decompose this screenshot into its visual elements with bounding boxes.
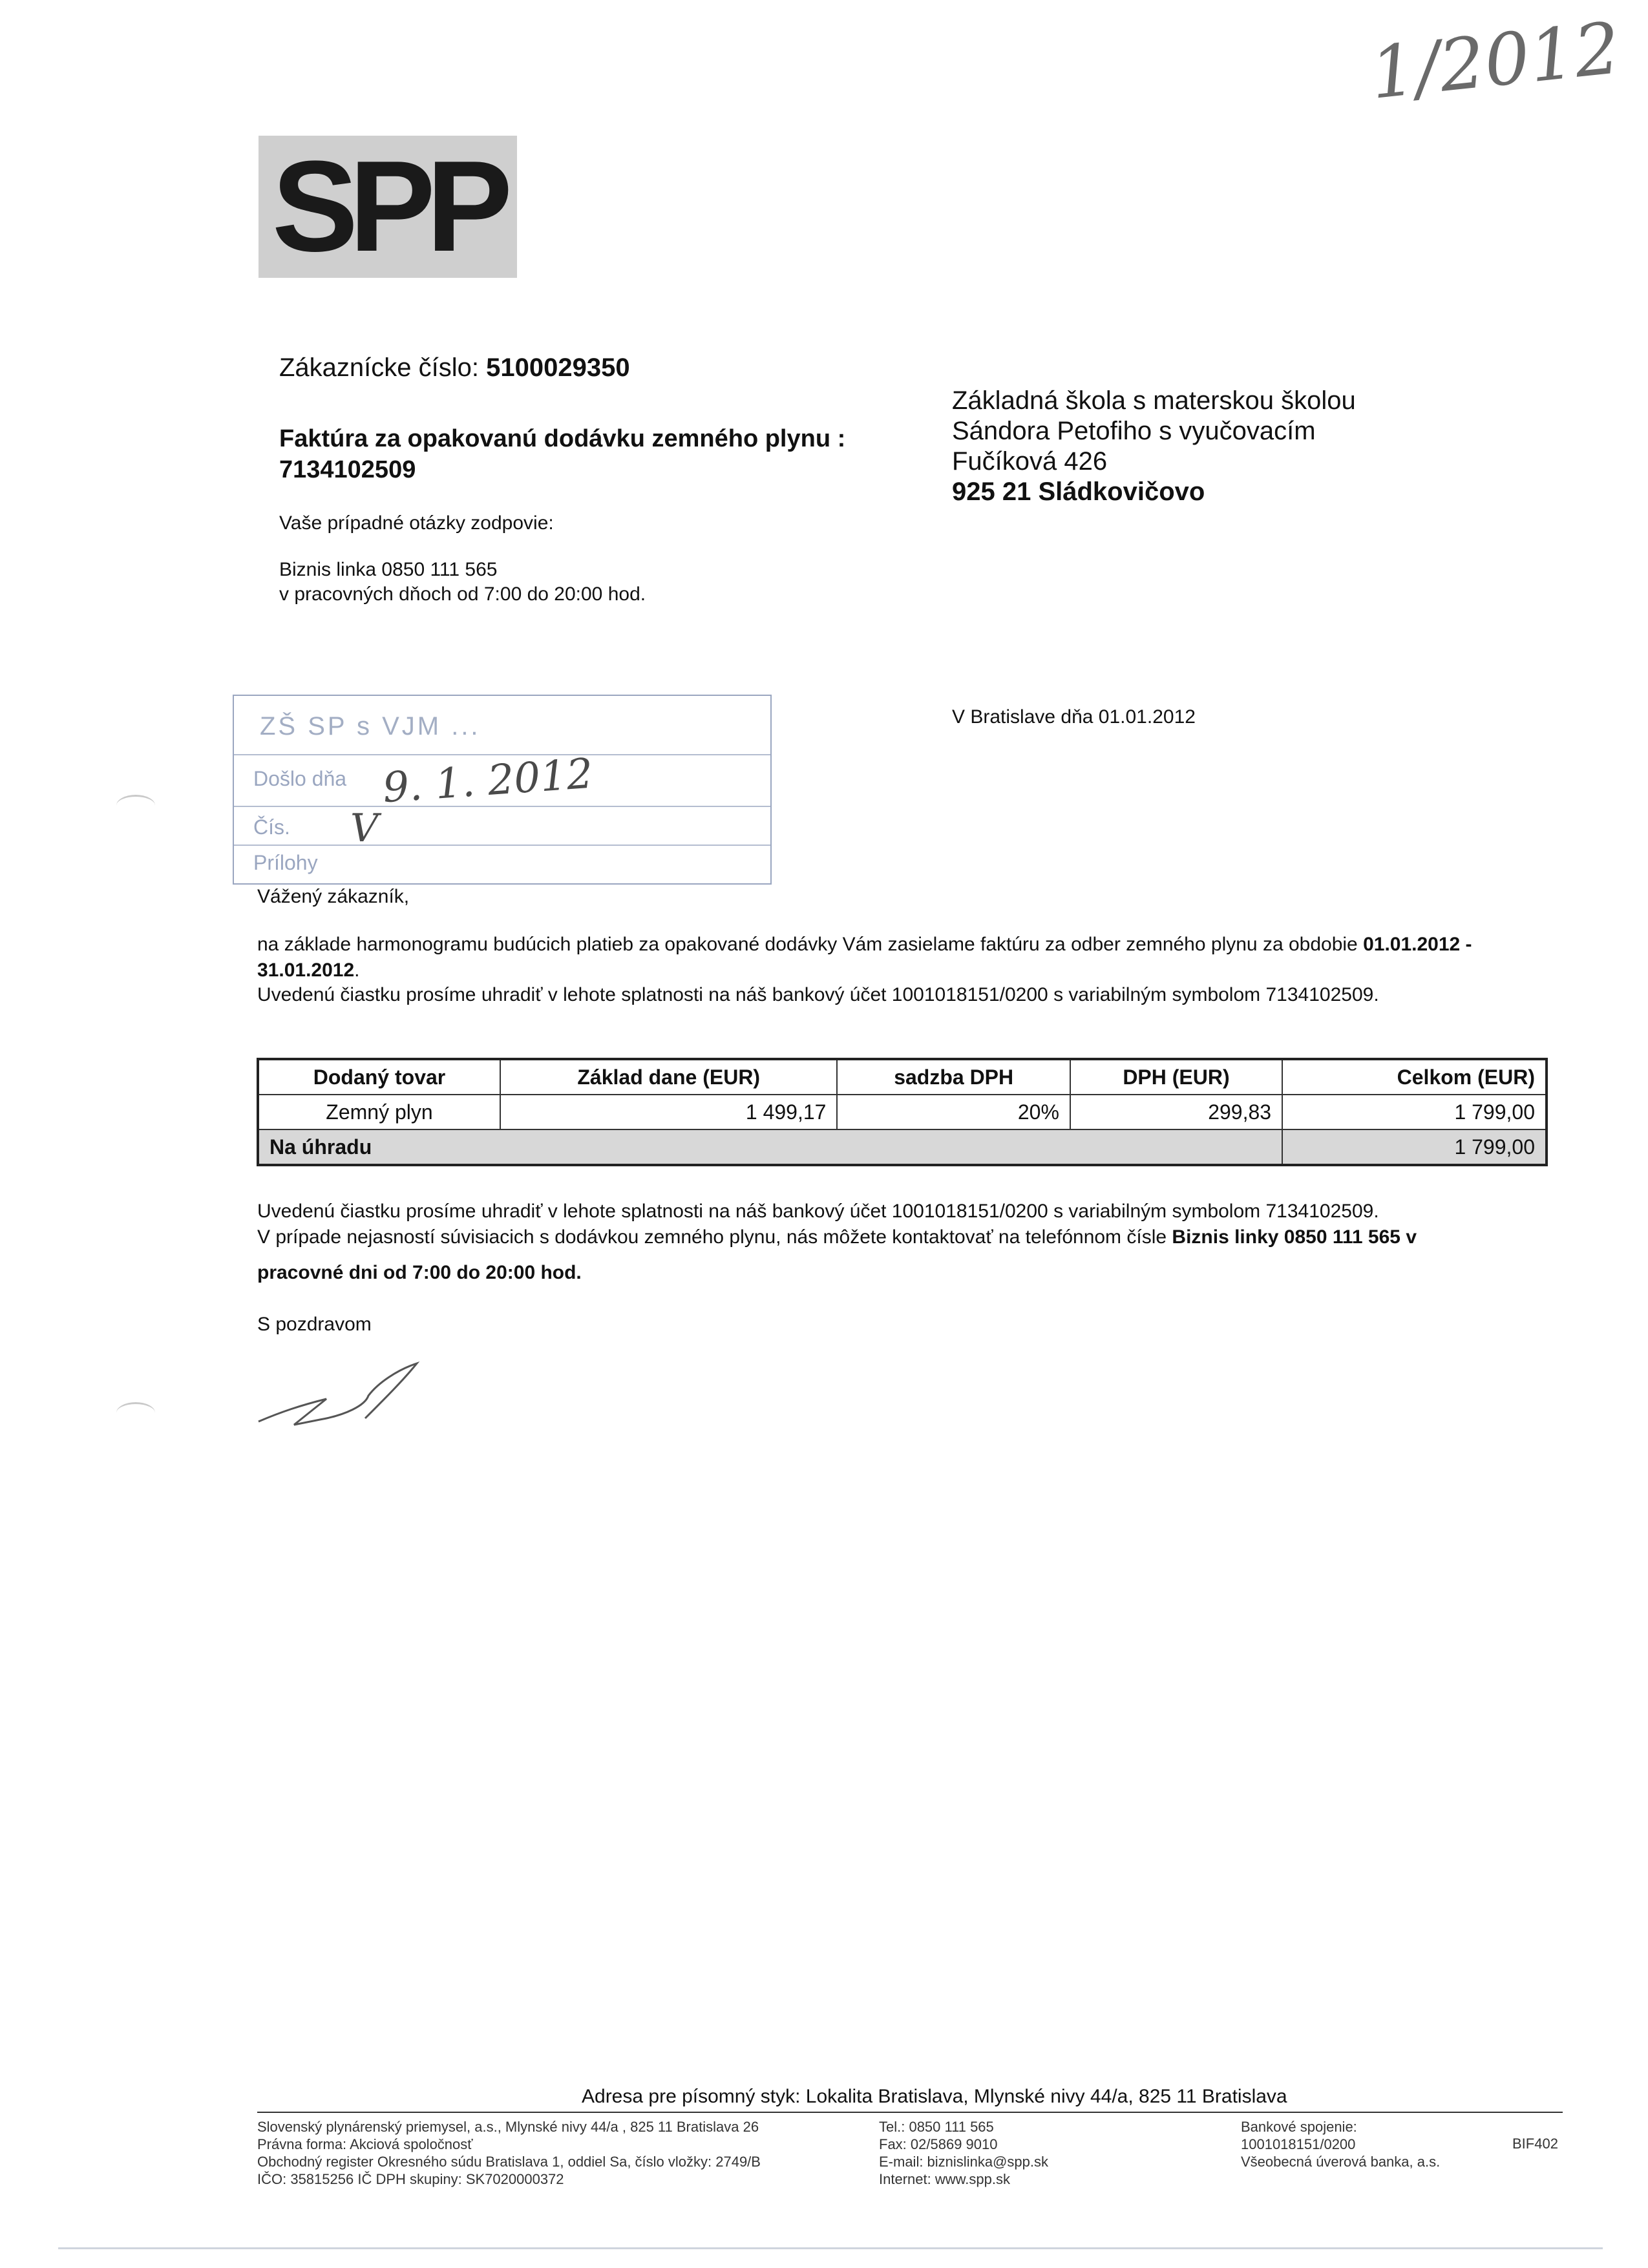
invoice-title bbox=[279, 423, 861, 485]
total-label: Na úhradu bbox=[258, 1129, 1282, 1165]
stamp-title: ZŠ SP s VJM ... bbox=[260, 712, 481, 740]
header-vat: DPH (EUR) bbox=[1070, 1059, 1282, 1095]
header-item: Dodaný tovar bbox=[258, 1059, 500, 1095]
invoice-title-text: Faktúra za opakovanú dodávku zemného plynu : bbox=[279, 425, 846, 452]
stamp-label-attachments: Prílohy bbox=[253, 851, 318, 874]
customer-number: 5100029350 bbox=[486, 353, 630, 382]
body-paragraph-2: Uvedenú čiastku prosíme uhradiť v lehote splatnosti na náš bankový účet 1001018151/0200 s variabilným symbolom 7134102509. bbox=[257, 984, 1379, 1005]
stamp-rule bbox=[234, 754, 770, 755]
invoice-table bbox=[257, 1058, 1548, 1166]
footer-contact-line: Internet: www.spp.sk bbox=[879, 2171, 1010, 2187]
footer-divider bbox=[257, 2112, 1563, 2113]
cell-vat: 299,83 bbox=[1070, 1095, 1282, 1129]
footer-company-line: Slovenský plynárenský priemysel, a.s., Mlynské nivy 44/a , 825 11 Bratislava 26 bbox=[257, 2119, 759, 2135]
header-tax-base: Základ dane (EUR) bbox=[500, 1059, 837, 1095]
header-vat-rate: sadzba DPH bbox=[837, 1059, 1070, 1095]
form-code: BIF402 bbox=[1512, 2136, 1558, 2152]
after-p2-bold: Biznis linky 0850 111 565 v bbox=[1172, 1226, 1417, 1248]
footer-bank-info bbox=[1241, 2118, 1440, 2170]
recipient-line-2: Sándora Petofiho s vyučovacím bbox=[952, 417, 1316, 445]
cell-tax-base: 1 499,17 bbox=[500, 1095, 837, 1129]
body-p1-end: . bbox=[354, 960, 360, 981]
scan-mark bbox=[116, 795, 155, 816]
body-paragraph-1 bbox=[257, 932, 1556, 983]
total-value: 1 799,00 bbox=[1282, 1129, 1547, 1165]
table-row bbox=[258, 1095, 1547, 1129]
table-header-row bbox=[258, 1059, 1547, 1095]
billing-period-end: 31.01.2012 bbox=[257, 960, 355, 981]
salutation: Vážený zákazník, bbox=[257, 886, 410, 907]
place-and-date: V Bratislave dňa 01.01.2012 bbox=[952, 706, 1196, 728]
footer-bank-line: 1001018151/0200 bbox=[1241, 2136, 1356, 2152]
footer-company-info bbox=[257, 2118, 761, 2188]
after-paragraph-2 bbox=[257, 1224, 1556, 1250]
stamp-label-received: Došlo dňa bbox=[253, 767, 347, 790]
recipient-line-4: 925 21 Sládkovičovo bbox=[952, 478, 1205, 506]
body-p1-text: na základe harmonogramu budúcich platieb za opakované dodávky Vám zasielame faktúru za odber zemného plynu za obdobie bbox=[257, 934, 1364, 955]
footer-company-line: Obchodný register Okresného súdu Bratislava 1, oddiel Sa, číslo vložky: 2749/B bbox=[257, 2154, 761, 2170]
footer-contact-line: Fax: 02/5869 9010 bbox=[879, 2136, 998, 2152]
footer-contact-info bbox=[879, 2118, 1048, 2188]
page-bottom-rule bbox=[58, 2247, 1603, 2249]
billing-period-start: 01.01.2012 - bbox=[1363, 934, 1472, 955]
cell-vat-rate: 20% bbox=[837, 1095, 1070, 1129]
recipient-address bbox=[952, 386, 1534, 507]
cell-total: 1 799,00 bbox=[1282, 1095, 1547, 1129]
customer-number-label: Zákaznícke číslo: bbox=[279, 353, 487, 382]
recipient-line-3: Fučíková 426 bbox=[952, 447, 1108, 476]
business-hours: v pracovných dňoch od 7:00 do 20:00 hod. bbox=[279, 583, 646, 605]
questions-text: Vaše prípadné otázky zodpovie: bbox=[279, 512, 554, 534]
footer-address: Adresa pre písomný styk: Lokalita Bratislava, Mlynské nivy 44/a, 825 11 Bratislava bbox=[582, 2086, 1287, 2107]
business-line: Biznis linka 0850 111 565 bbox=[279, 559, 498, 580]
footer-bank-line: Všeobecná úverová banka, a.s. bbox=[1241, 2154, 1441, 2170]
handwritten-reference: 1/2012 bbox=[1366, 6, 1624, 115]
footer-company-line: Právna forma: Akciová spoločnosť bbox=[257, 2136, 473, 2152]
greeting: S pozdravom bbox=[257, 1314, 372, 1335]
scan-mark bbox=[116, 1402, 155, 1423]
invoice-number: 7134102509 bbox=[279, 456, 416, 483]
signature bbox=[255, 1360, 423, 1431]
spp-logo bbox=[259, 136, 517, 278]
footer-company-line: IČO: 35815256 IČ DPH skupiny: SK7020000372 bbox=[257, 2171, 564, 2187]
footer-contact-line: Tel.: 0850 111 565 bbox=[879, 2119, 994, 2135]
after-paragraph-3: pracovné dni od 7:00 do 20:00 hod. bbox=[257, 1262, 582, 1283]
stamp-label-number: Čís. bbox=[253, 815, 290, 839]
after-paragraph-1: Uvedenú čiastku prosíme uhradiť v lehote splatnosti na náš bankový účet 1001018151/0200 s variabilným symbolom 7134102509. bbox=[257, 1201, 1379, 1222]
registry-stamp bbox=[233, 695, 772, 885]
table-total-row bbox=[258, 1129, 1547, 1165]
footer-bank-line: Bankové spojenie: bbox=[1241, 2119, 1357, 2135]
stamp-number-handwritten: V bbox=[350, 806, 379, 851]
header-total: Celkom (EUR) bbox=[1282, 1059, 1547, 1095]
customer-number-line bbox=[279, 352, 630, 383]
stamp-rule bbox=[234, 806, 770, 807]
recipient-line-1: Základná škola s materskou školou bbox=[952, 386, 1356, 415]
footer-contact-line: E-mail: biznislinka@spp.sk bbox=[879, 2154, 1048, 2170]
stamp-rule bbox=[234, 845, 770, 846]
stamp-date-handwritten: 9. 1. 2012 bbox=[381, 750, 595, 813]
logo-text: SPP bbox=[271, 134, 504, 278]
after-p2-text: V prípade nejasností súvisiacich s dodávkou zemného plynu, nás môžete kontaktovať na telefónnom čísle bbox=[257, 1226, 1172, 1248]
cell-item: Zemný plyn bbox=[258, 1095, 500, 1129]
